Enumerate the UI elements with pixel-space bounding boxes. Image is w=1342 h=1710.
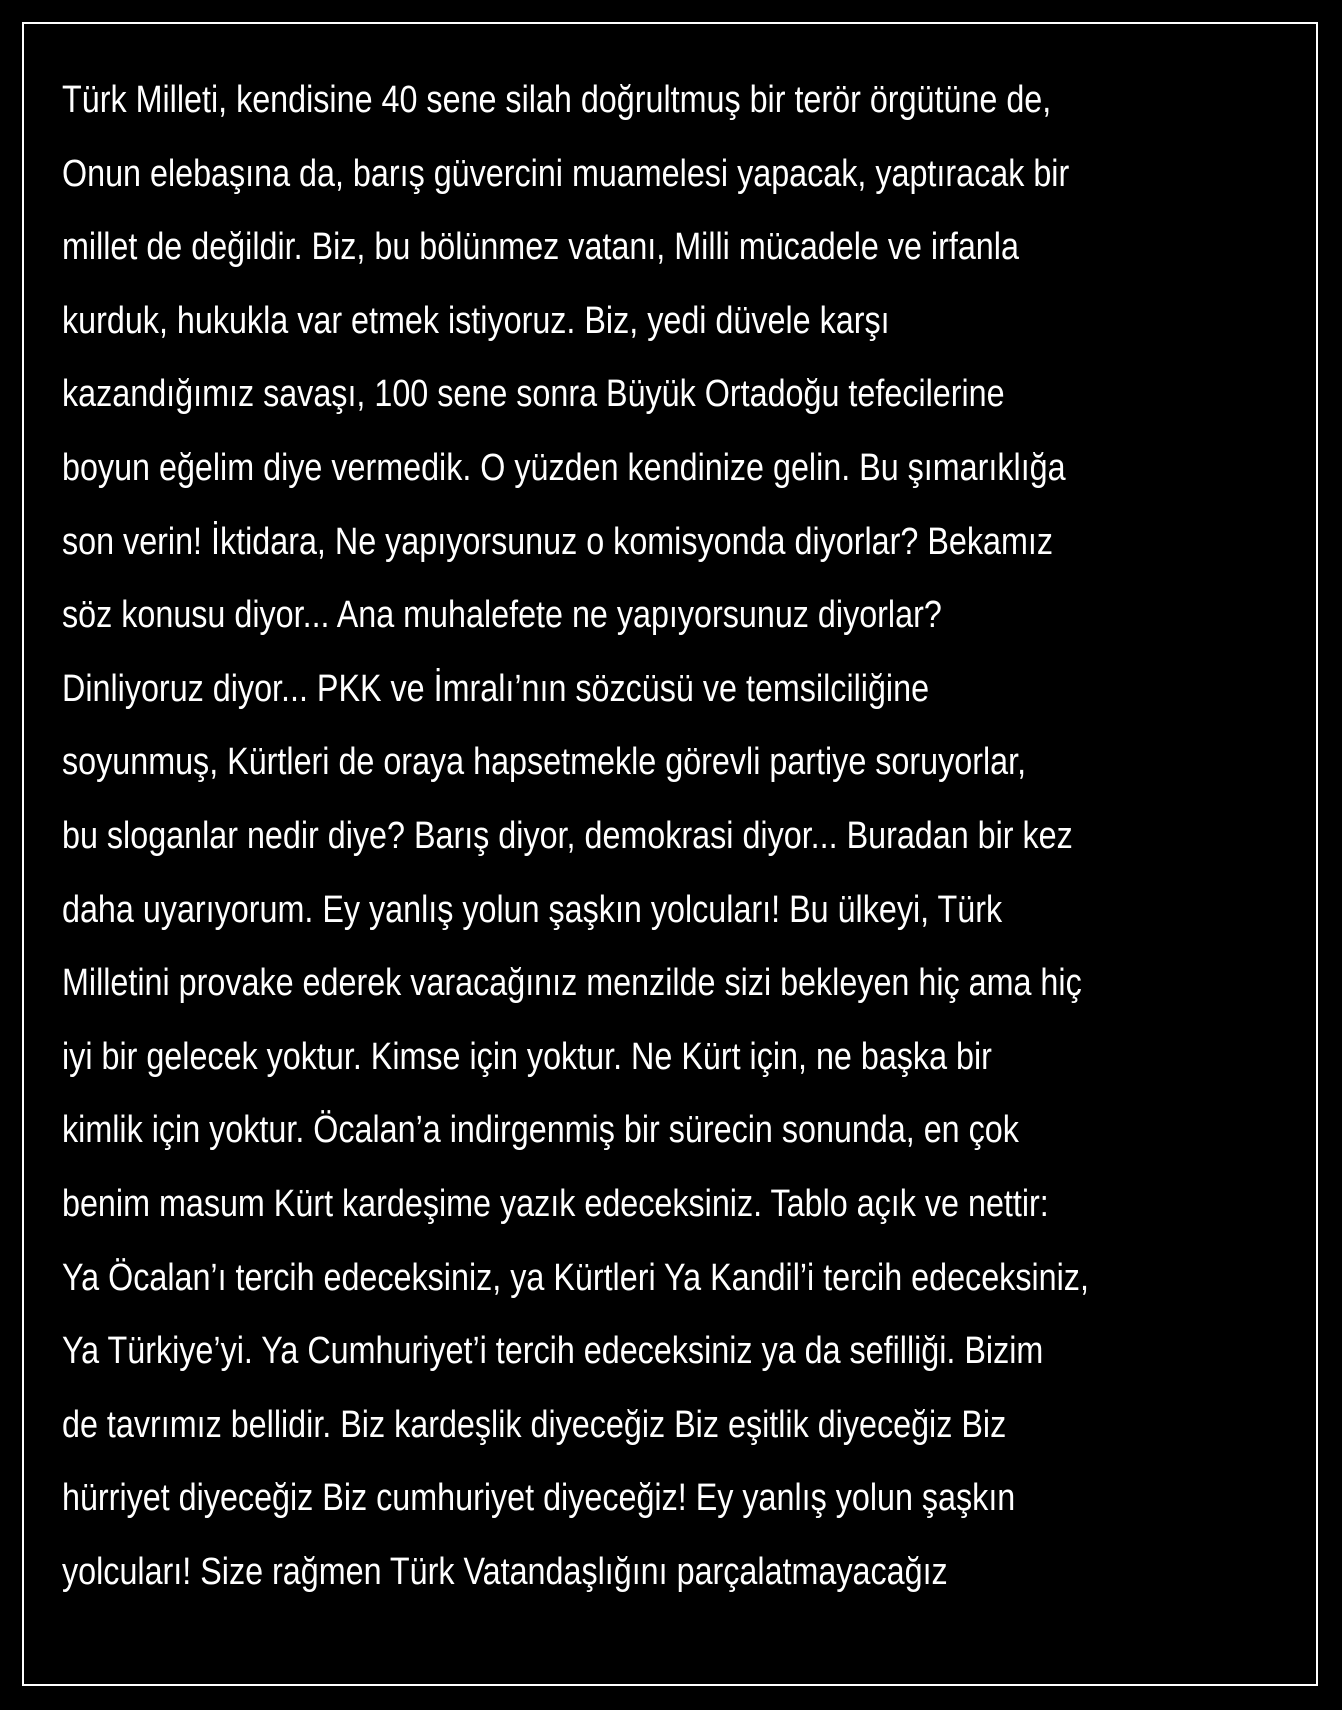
- quote-line: iyi bir gelecek yoktur. Kimse için yoktur. Ne Kürt için, ne başka bir: [62, 1035, 992, 1078]
- quote-line: daha uyarıyorum. Ey yanlış yolun şaşkın yolcuları! Bu ülkeyi, Türk: [62, 888, 1003, 931]
- quote-line: Onun elebaşına da, barış güvercini muamelesi yapacak, yaptıracak bir: [62, 152, 1070, 195]
- quote-line: hürriyet diyeceğiz Biz cumhuriyet diyeceğiz! Ey yanlış yolun şaşkın: [62, 1477, 1016, 1520]
- quote-line: soyunmuş, Kürtleri de oraya hapsetmekle görevli partiye soruyorlar,: [62, 741, 1027, 784]
- quote-line: Milletini provake ederek varacağınız menzilde sizi bekleyen hiç ama hiç: [62, 962, 1082, 1005]
- quote-line: millet de değildir. Biz, bu bölünmez vatanı, Milli mücadele ve irfanla: [62, 226, 1019, 269]
- quote-line: kazandığımız savaşı, 100 sene sonra Büyük Ortadoğu tefecilerine: [62, 373, 1005, 416]
- quote-line: Dinliyoruz diyor... PKK ve İmralı’nın sözcüsü ve temsilciliğine: [62, 667, 930, 710]
- quote-line: yolcuları! Size rağmen Türk Vatandaşlığını parçalatmayacağız: [62, 1550, 948, 1593]
- quote-line: de tavrımız bellidir. Biz kardeşlik diyeceğiz Biz eşitlik diyeceğiz Biz: [62, 1403, 1007, 1446]
- quote-text: [62, 64, 1282, 1609]
- quote-line: boyun eğelim diye vermedik. O yüzden kendinize gelin. Bu şımarıklığa: [62, 446, 1066, 489]
- quote-line: son verin! İktidara, Ne yapıyorsunuz o komisyonda diyorlar? Bekamız: [62, 520, 1053, 563]
- quote-line: bu sloganlar nedir diye? Barış diyor, demokrasi diyor... Buradan bir kez: [62, 814, 1073, 857]
- quote-line: kurduk, hukukla var etmek istiyoruz. Biz, yedi düvele karşı: [62, 299, 890, 342]
- quote-line: Türk Milleti, kendisine 40 sene silah doğrultmuş bir terör örgütüne de,: [62, 79, 1052, 121]
- quote-line: Ya Türkiye’yi. Ya Cumhuriyet’i tercih edeceksiniz ya da sefilliği. Bizim: [62, 1330, 1044, 1373]
- quote-line: kimlik için yoktur. Öcalan’a indirgenmiş bir sürecin sonunda, en çok: [62, 1109, 1019, 1152]
- quote-line: benim masum Kürt kardeşime yazık edeceksiniz. Tablo açık ve nettir:: [62, 1182, 1049, 1225]
- quote-line: söz konusu diyor... Ana muhalefete ne yapıyorsunuz diyorlar?: [62, 594, 942, 637]
- quote-line: Ya Öcalan’ı tercih edeceksiniz, ya Kürtleri Ya Kandil’i tercih edeceksiniz,: [62, 1256, 1089, 1299]
